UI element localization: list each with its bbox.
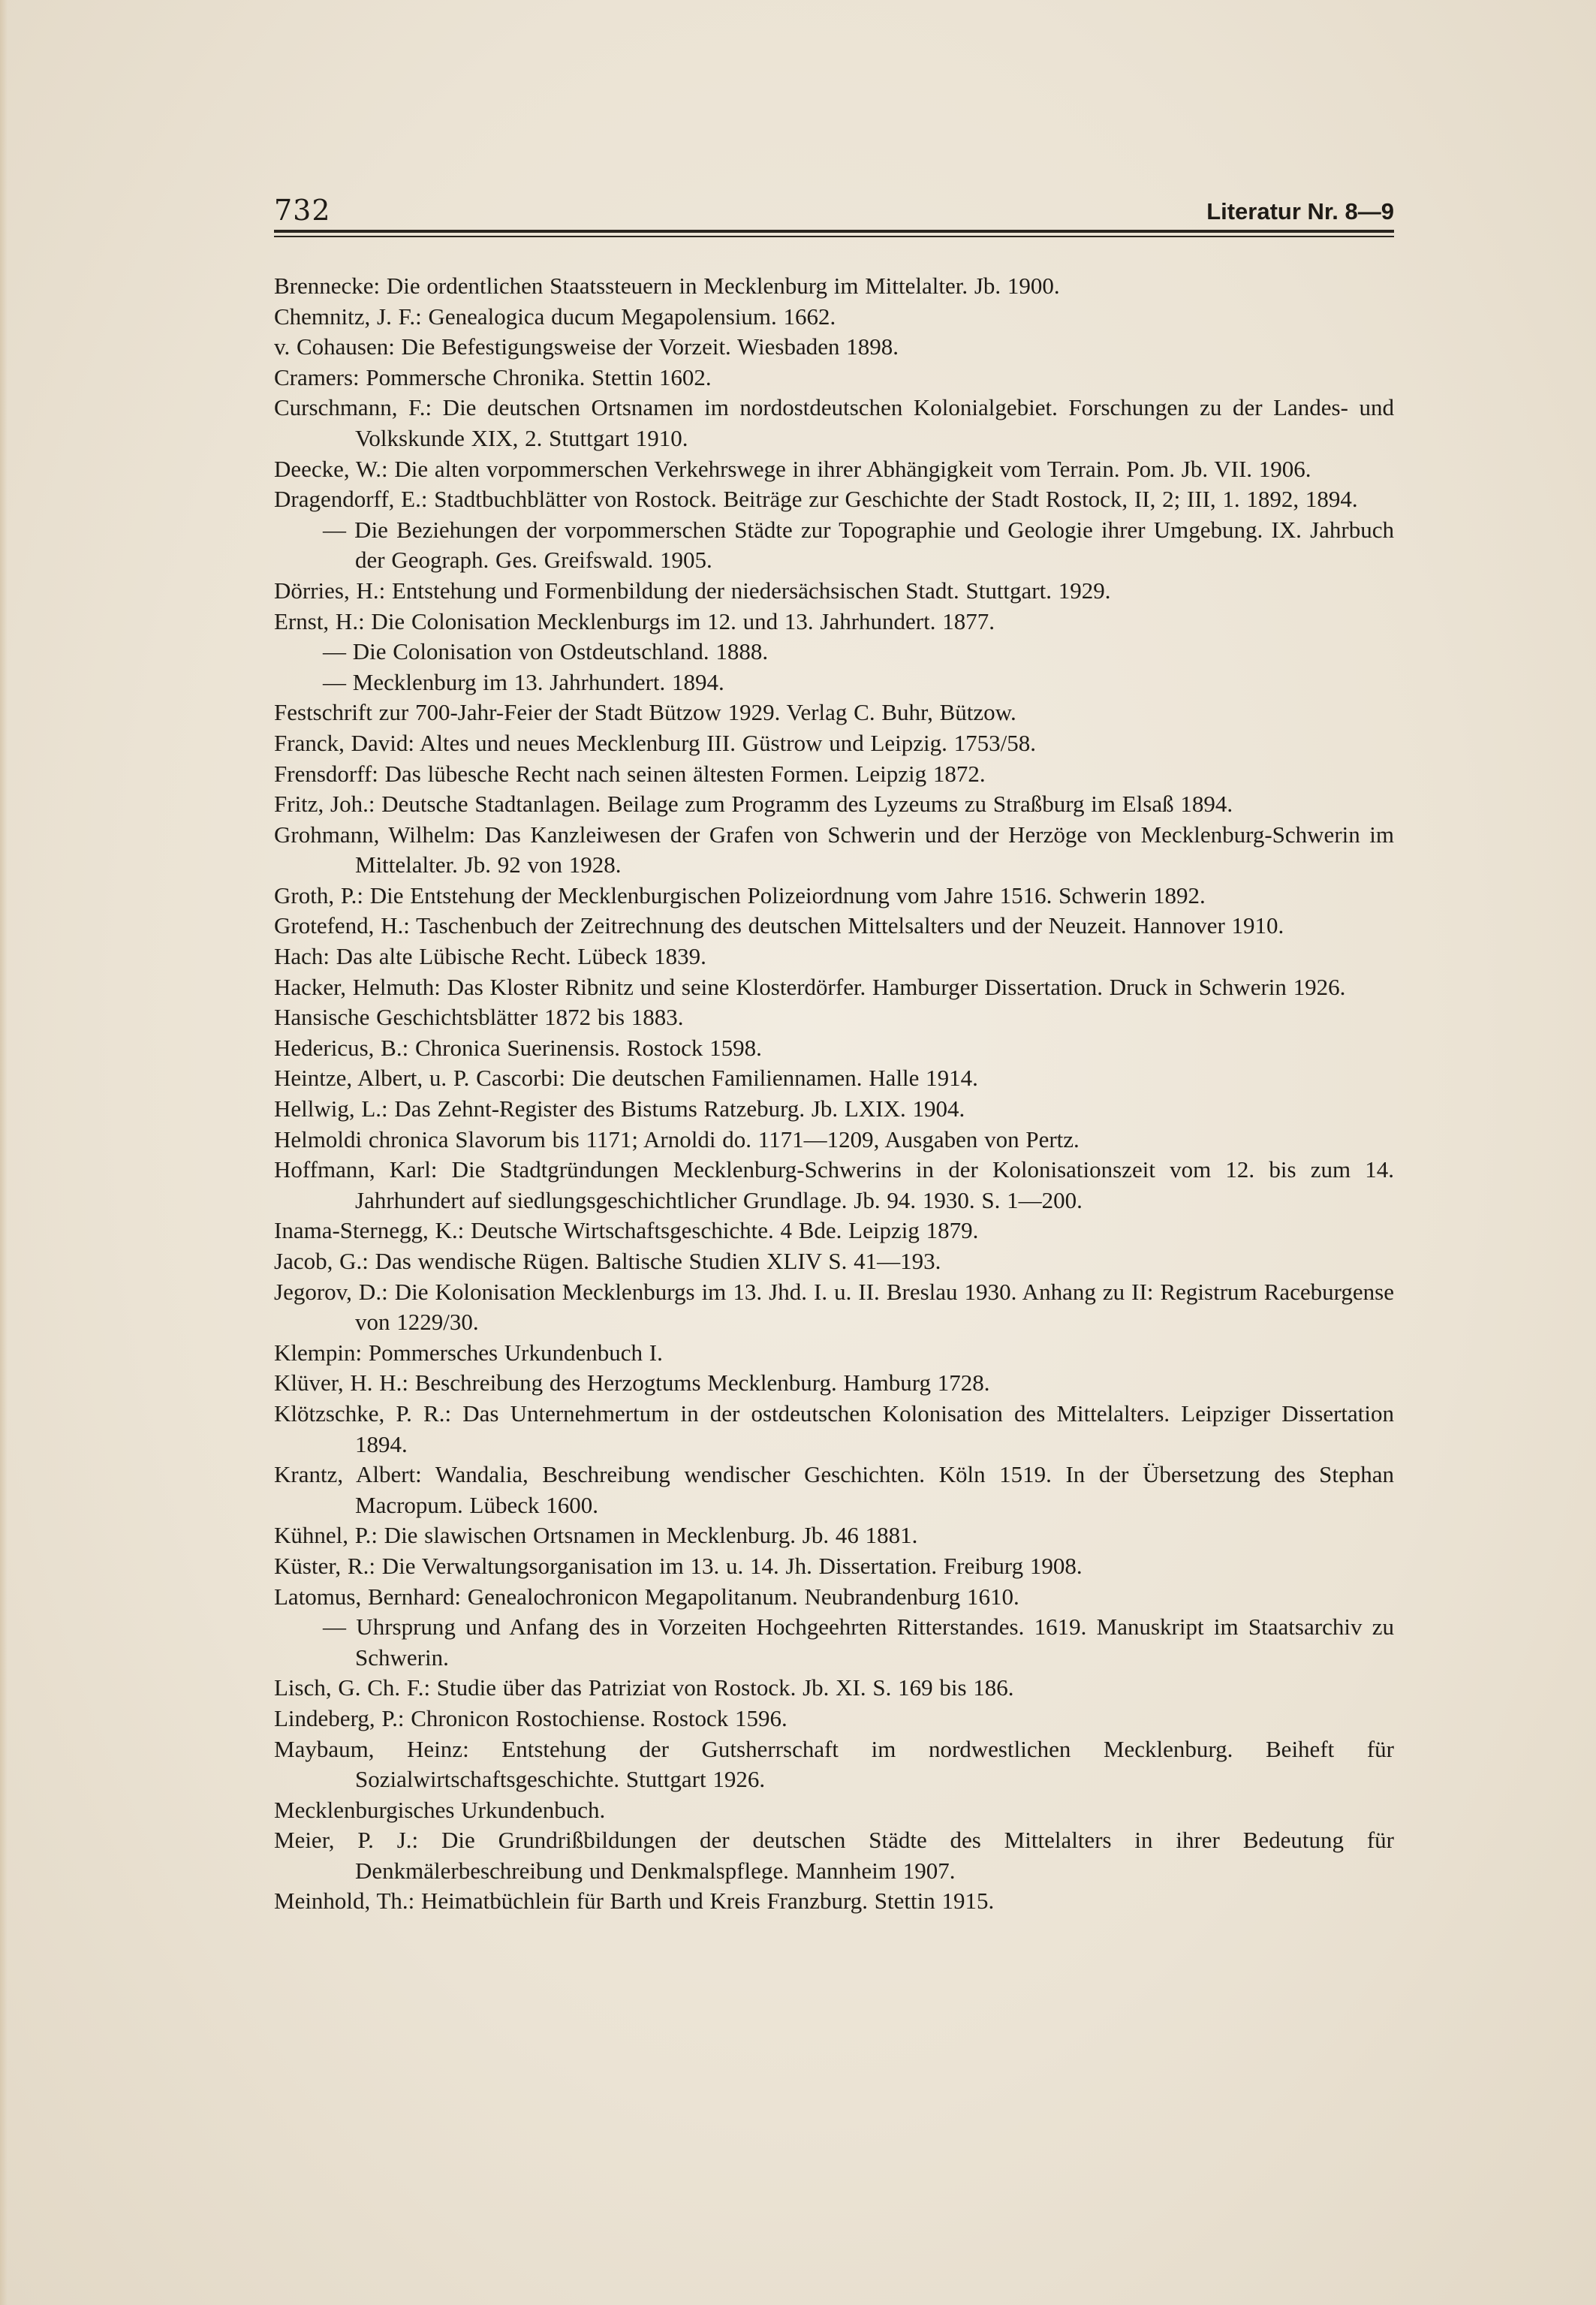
bibliography-entry: Curschmann, F.: Die deutschen Ortsnamen im nordostdeutschen Kolonialgebiet. Forschungen zu der Landes- und Volkskunde XIX, 2. Stuttgart 1910. [274, 394, 1394, 451]
page-edge [0, 0, 8, 2305]
bibliography-list [274, 271, 1394, 1917]
bibliography-entry: Klempin: Pommersches Urkundenbuch I. [274, 1339, 663, 1366]
header-rule-thick [274, 230, 1394, 233]
bibliography-entry: Helmoldi chronica Slavorum bis 1171; Arnoldi do. 1171—1209, Ausgaben von Pertz. [274, 1125, 1080, 1152]
bibliography-entry: Klötzschke, P. R.: Das Unternehmertum in der ostdeutschen Kolonisation des Mittelalters. Leipziger Dissertation 1894. [274, 1400, 1394, 1457]
bibliography-entry: Festschrift zur 700-Jahr-Feier der Stadt Bützow 1929. Verlag C. Buhr, Bützow. [274, 699, 1016, 726]
bibliography-entry: Cramers: Pommersche Chronika. Stettin 1602. [274, 363, 712, 390]
bibliography-entry: Jegorov, D.: Die Kolonisation Mecklenburgs im 13. Jhd. I. u. II. Breslau 1930. Anhang zu II: Registrum Raceburgense von 1229/30. [274, 1278, 1394, 1336]
bibliography-entry: v. Cohausen: Die Befestigungsweise der Vorzeit. Wiesbaden 1898. [274, 333, 899, 360]
bibliography-entry: — Mecklenburg im 13. Jahrhundert. 1894. [323, 668, 724, 695]
bibliography-entry: Brennecke: Die ordentlichen Staatssteuern in Mecklenburg im Mittelalter. Jb. 1900. [274, 273, 1060, 299]
bibliography-entry: Franck, David: Altes und neues Mecklenburg III. Güstrow und Leipzig. 1753/58. [274, 729, 1037, 756]
bibliography-entry: — Uhrsprung und Anfang des in Vorzeiten Hochgeehrten Ritterstandes. 1619. Manuskript im Staatsarchiv zu Schwerin. [323, 1614, 1394, 1671]
bibliography-entry: Meinhold, Th.: Heimatbüchlein für Barth und Kreis Franzburg. Stettin 1915. [274, 1888, 995, 1915]
bibliography-entry: Lindeberg, P.: Chronicon Rostochiense. Rostock 1596. [274, 1704, 787, 1731]
running-title: Literatur Nr. 8—9 [1206, 198, 1394, 224]
bibliography-entry: Jacob, G.: Das wendische Rügen. Baltische Studien XLIV S. 41—193. [274, 1248, 941, 1274]
bibliography-entry: Dragendorff, E.: Stadtbuchblätter von Rostock. Beiträge zur Geschichte der Stadt Rostock, II, 2; III, 1. 1892, 1894. [274, 486, 1358, 513]
bibliography-entry: Ernst, H.: Die Colonisation Mecklenburgs im 12. und 13. Jahrhundert. 1877. [274, 607, 995, 634]
bibliography-entry: Lisch, G. Ch. F.: Studie über das Patriziat von Rostock. Jb. XI. S. 169 bis 186. [274, 1674, 1014, 1701]
bibliography-entry: Grohmann, Wilhelm: Das Kanzleiwesen der Grafen von Schwerin und der Herzöge von Mecklenburg-Schwerin im Mittelalter. Jb. 92 von 1928. [274, 821, 1394, 878]
bibliography-entry: Latomus, Bernhard: Genealochronicon Megapolitanum. Neubrandenburg 1610. [274, 1583, 1019, 1610]
bibliography-entry: Meier, P. J.: Die Grundrißbildungen der deutschen Städte des Mittelalters in ihrer Bedeutung für Denkmälerbeschreibung und Denkmalspflege. Mannheim 1907. [274, 1827, 1394, 1884]
bibliography-entry: — Die Colonisation von Ostdeutschland. 1888. [323, 638, 769, 665]
bibliography-entry: Groth, P.: Die Entstehung der Mecklenburgischen Polizeiordnung vom Jahre 1516. Schwerin 1892. [274, 881, 1206, 908]
page-header [274, 188, 1394, 233]
bibliography-entry: Heintze, Albert, u. P. Cascorbi: Die deutschen Familiennamen. Halle 1914. [274, 1065, 978, 1092]
bibliography-entry: Fritz, Joh.: Deutsche Stadtanlagen. Beilage zum Programm des Lyzeums zu Straßburg im Elsaß 1894. [274, 791, 1233, 818]
bibliography-entry: Hellwig, L.: Das Zehnt-Register des Bistums Ratzeburg. Jb. LXIX. 1904. [274, 1095, 965, 1122]
bibliography-entry: Chemnitz, J. F.: Genealogica ducum Megapolensium. 1662. [274, 303, 836, 330]
bibliography-entry: Inama-Sternegg, K.: Deutsche Wirtschaftsgeschichte. 4 Bde. Leipzig 1879. [274, 1217, 979, 1244]
bibliography-entry: Frensdorff: Das lübesche Recht nach seinen ältesten Formen. Leipzig 1872. [274, 760, 986, 787]
bibliography-entry: Krantz, Albert: Wandalia, Beschreibung wendischer Geschichten. Köln 1519. In der Übersetzung des Stephan Macropum. Lübeck 1600. [274, 1461, 1394, 1518]
bibliography-entry: Hansische Geschichtsblätter 1872 bis 1883. [274, 1004, 684, 1031]
header-rule-thin [274, 236, 1394, 237]
bibliography-entry: Küster, R.: Die Verwaltungsorganisation im 13. u. 14. Jh. Dissertation. Freiburg 1908. [274, 1552, 1083, 1579]
bibliography-entry: Mecklenburgisches Urkundenbuch. [274, 1796, 606, 1823]
bibliography-entry: Dörries, H.: Entstehung und Formenbildung der niedersächsischen Stadt. Stuttgart. 1929. [274, 577, 1111, 604]
bibliography-entry: Klüver, H. H.: Beschreibung des Herzogtums Mecklenburg. Hamburg 1728. [274, 1369, 990, 1397]
bibliography-entry: Hacker, Helmuth: Das Kloster Ribnitz und seine Klosterdörfer. Hamburger Dissertation. Druck in Schwerin 1926. [274, 973, 1346, 1000]
bibliography-entry: Hach: Das alte Lübische Recht. Lübeck 1839. [274, 943, 706, 970]
bibliography-entry: Maybaum, Heinz: Entstehung der Gutsherrschaft im nordwestlichen Mecklenburg. Beiheft für Sozialwirtschaftsgeschichte. Stuttgart 1926. [274, 1735, 1394, 1793]
bibliography-entry: Hedericus, B.: Chronica Suerinensis. Rostock 1598. [274, 1034, 762, 1061]
bibliography-entry: Hoffmann, Karl: Die Stadtgründungen Mecklenburg-Schwerins in der Kolonisationszeit vom 12. bis zum 14. Jahrhundert auf siedlungsgeschichtlicher Grundlage. Jb. 94. 1930. S. 1—200. [274, 1156, 1394, 1213]
bibliography-entry: — Die Beziehungen der vorpommerschen Städte zur Topographie und Geologie ihrer Umgebung. IX. Jahrbuch der Geograph. Ges. Greifswald. 1905. [323, 516, 1394, 574]
page-number: 732 [274, 194, 331, 227]
bibliography-entry: Deecke, W.: Die alten vorpommerschen Verkehrswege in ihrer Abhängigkeit vom Terrain. Pom. Jb. VII. 1906. [274, 455, 1311, 482]
bibliography-entry: Kühnel, P.: Die slawischen Ortsnamen in Mecklenburg. Jb. 46 1881. [274, 1522, 918, 1549]
bibliography-entry: Grotefend, H.: Taschenbuch der Zeitrechnung des deutschen Mittelsalters und der Neuzeit. Hannover 1910. [274, 912, 1284, 939]
